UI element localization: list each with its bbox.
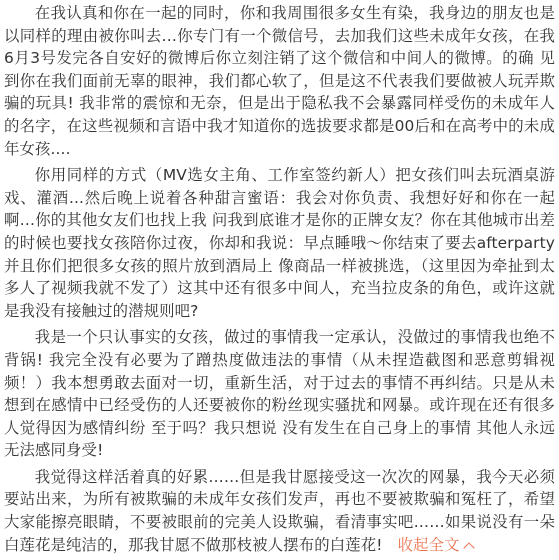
post-paragraph: 在我认真和你在一起的同时，你和我周围很多女生有染，我身边的朋友也是以同样的理由被你叫去…你专门有一个微信号，去加我们这些未成年女孩，在我6月3号发完各自安好的微博后你立刻注销了这个微信和中间人的微博。的确 见到你在我们面前无辜的眼神，我们都心软了，但是这不代表我们要做被人玩弄欺骗的玩具! 我非常的震惊和无奈，但是出于隐私我不会暴露同样受伤的未成年人的名字，在这些视频和言语中我才知道你的选拔要求都是00后和在高考中的未成年女孩.... <box>4 4 555 158</box>
post-paragraph: 你用同样的方式（MV选女主角、工作室签约新人）把女孩们叫去玩酒桌游戏、灌酒...然后晚上说着各种甜言蜜语：我会对你负责、我想好好和你在一起啊…你的其他女友们也找上我 问我到底谁才是你的正牌女友？你在其他城市出差的时候也要找女孩陪你过夜，你却和我说：早点睡哦～你结束了要去afterparty 并且你们把很多女孩的照片放到酒局上 像商品一样被挑选，（这里因为牵扯到太多人了视频我就不发了）这其中还有很多中间人，充当拉皮条的角色，或许这就是我没有接触过的潜规则吧? <box>4 166 555 320</box>
weibo-post-body <box>4 2 555 560</box>
collapse-label[interactable]: 收起全文 <box>397 535 460 554</box>
post-paragraph-text: 我觉得这样活着真的好累……但是我甘愿接受这一次次的网暴，我今天必须要站出来，为所有被欺骗的未成年女孩们发声，再也不要被欺骗和冤枉了，希望大家能擦亮眼睛，不要被眼前的完美人设欺骗，看清事实吧……如果说没有一朵白莲花是纯洁的，那我甘愿不做那枝被人摆布的白莲花! <box>4 467 555 554</box>
caret-up-icon[interactable] <box>463 542 474 553</box>
post-paragraph-last <box>4 466 555 556</box>
post-paragraph: 我是一个只认事实的女孩，做过的事情我一定承认，没做过的事情我也绝不背锅! 我完全没有必要为了蹭热度做违法的事情（从未捏造截图和恶意剪辑视频！）我本想勇敢去面对一切，重新生活，对于过去的事情不再纠结。只是从未想到在感情中已经受伤的人还要被你的粉丝现实骚扰和网暴。或许现在还有很多人觉得因为感情纠纷 至于吗？我只想说 没有发生在自己身上的事情 其他人永远无法感同身受! <box>4 328 555 460</box>
collapse-text-link[interactable] <box>383 536 473 554</box>
